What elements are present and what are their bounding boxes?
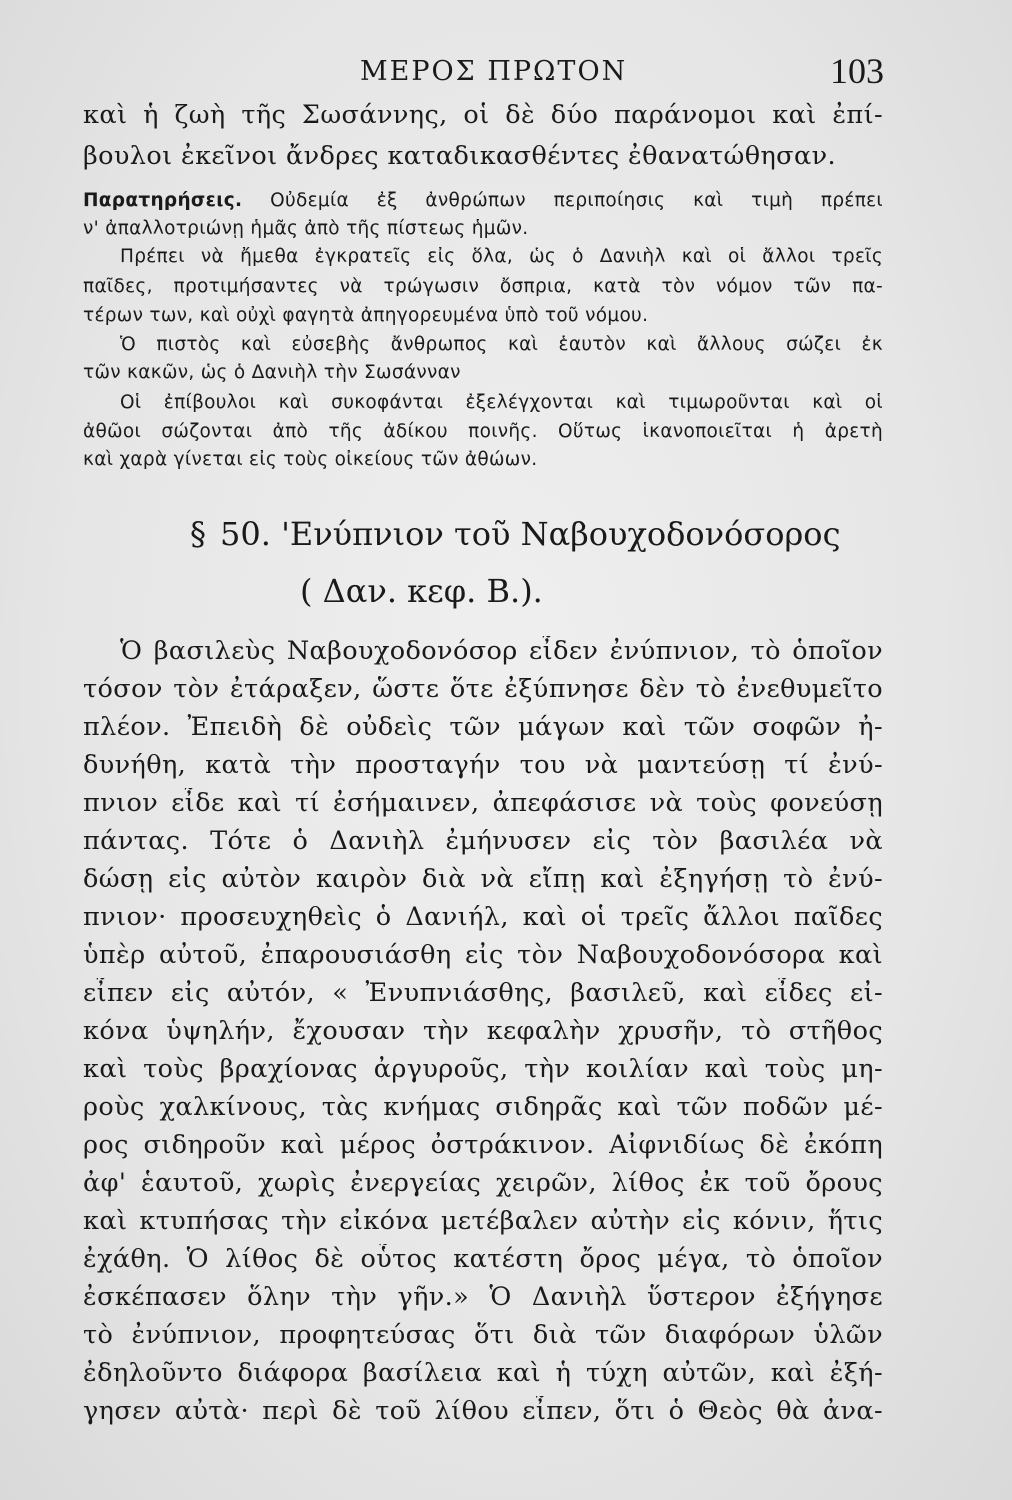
body-line: πνιον εἶδε καὶ τί ἐσήμαινεν, ἀπεφάσισε νὰ τοὺς φονεύσῃ — [83, 788, 883, 818]
page-number: 103 — [830, 51, 884, 91]
notes-line: Πρέπει νὰ ἤμεθα ἐγκρατεῖς εἰς ὅλα, ὡς ὁ Δανιὴλ καὶ οἱ ἄλλοι τρεῖς — [120, 246, 883, 267]
running-title: ΜΕΡΟΣ ΠΡΩΤΟΝ — [360, 56, 628, 87]
body-line: ὑπὲρ αὐτοῦ, ἐπαρουσιάσθη εἰς τὸν Ναβουχοδονόσορα καὶ — [83, 940, 883, 970]
body-line: ἀφ' ἑαυτοῦ, χωρὶς ἐνεργείας χειρῶν, λίθος ἐκ τοῦ ὄρους — [83, 1168, 883, 1198]
body-line: τόσον τὸν ἐτάραξεν, ὥστε ὅτε ἐξύπνησε δὲν τὸ ἐνεθυμεῖτο — [83, 674, 883, 704]
body-line: κόνα ὑψηλήν, ἔχουσαν τὴν κεφαλὴν χρυσῆν, τὸ στῆθος — [83, 1016, 883, 1046]
body-line: καὶ κτυπήσας τὴν εἰκόνα μετέβαλεν αὐτὴν εἰς κόνιν, ἥτις — [83, 1206, 883, 1236]
notes-line: παῖδες, προτιμήσαντες νὰ τρώγωσιν ὄσπρια, κατὰ τὸν νόμον τῶν πα- — [83, 276, 883, 297]
text-line: βουλοι ἐκεῖνοι ἄνδρες καταδικασθέντες ἐθανατώθησαν. — [83, 141, 836, 171]
notes-line: καὶ χαρὰ γίνεται εἰς τοὺς οἰκείους τῶν ἀθώων. — [83, 449, 538, 470]
body-line: πλέον. Ἐπειδὴ δὲ οὐδεὶς τῶν μάγων καὶ τῶν σοφῶν ἠ- — [83, 712, 883, 742]
text-line: καὶ ἡ ζωὴ τῆς Σωσάννης, οἱ δὲ δύο παράνομοι καὶ ἐπί- — [83, 100, 883, 130]
body-line: δυνήθη, κατὰ τὴν προσταγήν του νὰ μαντεύσῃ τί ἐνύ- — [83, 750, 883, 780]
body-line: δώσῃ εἰς αὐτὸν καιρὸν διὰ νὰ εἴπῃ καὶ ἐξηγήσῃ τὸ ἐνύ- — [83, 864, 883, 894]
notes-text: Οὐδεμία ἐξ ἀνθρώπων περιποίησις καὶ τιμὴ πρέπει — [270, 190, 883, 211]
section-mark: § — [190, 515, 206, 553]
page-header — [360, 51, 884, 96]
body-line: γησεν αὐτὰ· περὶ δὲ τοῦ λίθου εἶπεν, ὅτι ὁ Θεὸς θὰ ἀνα- — [83, 1396, 883, 1426]
body-line: ἐδηλοῦντο διάφορα βασίλεια καὶ ἡ τύχη αὐτῶν, καὶ ἐξή- — [83, 1358, 883, 1388]
notes-line: ἀθῶοι σώζονται ἀπὸ τῆς ἀδίκου ποινῆς. Οὕτως ἱκανοποιεῖται ἡ ἀρετὴ — [83, 421, 883, 442]
body-line: καὶ τοὺς βραχίονας ἀργυροῦς, τὴν κοιλίαν καὶ τοὺς μη- — [83, 1054, 883, 1084]
notes-line: Οἱ ἐπίβουλοι καὶ συκοφάνται ἐξελέγχονται καὶ τιμωροῦνται καὶ οἱ — [120, 392, 883, 413]
body-line: εἶπεν εἰς αὐτόν, « Ἐνυπνιάσθης, βασιλεῦ, καὶ εἶδες εἰ- — [83, 978, 883, 1008]
body-line: τὸ ἐνύπνιον, προφητεύσας ὅτι διὰ τῶν διαφόρων ὑλῶν — [83, 1320, 883, 1350]
section-title: 50. 'Ενύπνιον τοῦ Ναβουχοδονόσορος — [220, 515, 841, 553]
notes-line: τῶν κακῶν, ὡς ὁ Δανιὴλ τὴν Σωσάνναν — [83, 362, 461, 383]
notes-line: ν' ἀπαλλοτριώνῃ ἡμᾶς ἀπὸ τῆς πίστεως ἡμῶν. — [83, 218, 529, 239]
section-heading — [190, 515, 840, 553]
body-line: πάντας. Τότε ὁ Δανιὴλ ἐμήνυσεν εἰς τὸν βασιλέα νὰ — [83, 826, 883, 856]
body-line: ρος σιδηροῦν καὶ μέρος ὀστράκινον. Αἰφνιδίως δὲ ἐκόπη — [83, 1130, 883, 1160]
body-line: ροὺς χαλκίνους, τὰς κνήμας σιδηρᾶς καὶ τῶν ποδῶν μέ- — [83, 1092, 883, 1122]
body-line: πνιον· προσευχηθεὶς ὁ Δανιήλ, καὶ οἱ τρεῖς ἄλλοι παῖδες — [83, 902, 883, 932]
notes-line — [83, 190, 883, 211]
notes-label: Παρατηρήσεις. — [83, 190, 243, 211]
body-line: Ὁ βασιλεὺς Ναβουχοδονόσορ εἶδεν ἐνύπνιον, τὸ ὁποῖον — [120, 636, 883, 666]
notes-line: Ὁ πιστὸς καὶ εὐσεβὴς ἄνθρωπος καὶ ἑαυτὸν καὶ ἄλλους σώζει ἐκ — [120, 334, 883, 355]
notes-line: τέρων των, καὶ οὐχὶ φαγητὰ ἀπηγορευμένα ὑπὸ τοῦ νόμου. — [83, 305, 649, 326]
section-subtitle: ( Δαν. κεφ. Β.). — [300, 572, 543, 610]
body-line: ἐσκέπασεν ὅλην τὴν γῆν.» Ὁ Δανιὴλ ὕστερον ἐξήγησε — [83, 1282, 883, 1312]
body-line: ἐχάθη. Ὁ λίθος δὲ οὗτος κατέστη ὄρος μέγα, τὸ ὁποῖον — [83, 1244, 883, 1274]
